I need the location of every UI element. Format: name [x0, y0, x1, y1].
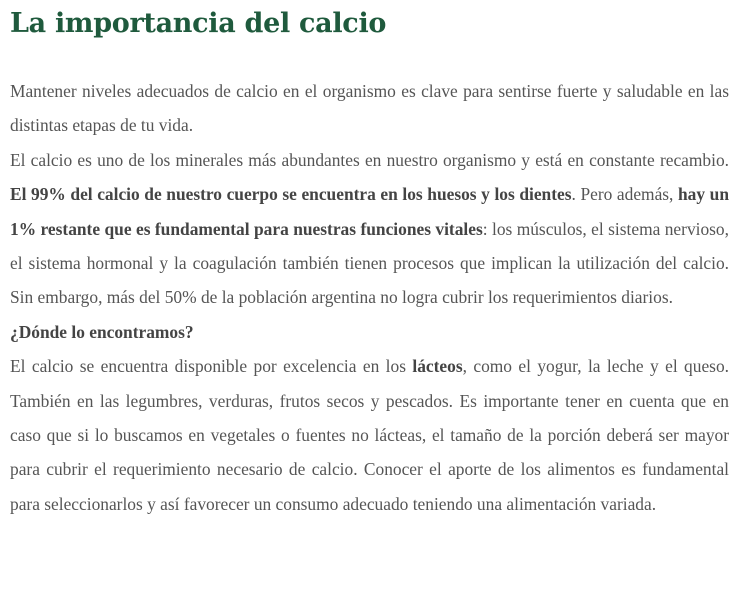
highlight-text: El 99% del calcio de nuestro cuerpo se encuentra en los huesos y los dientes	[10, 184, 572, 205]
calcium-info-paragraph	[10, 143, 729, 315]
sources-paragraph	[10, 349, 729, 521]
highlight-text: hay un 1% restante que es fundamental para nuestras funciones vitales	[10, 184, 729, 239]
paragraph-text: , como el yogur, la leche y el queso. También en las legumbres, verduras, frutos secos y pescados. Es importante tener en cuenta que en caso que si lo buscamos en vegetales o fuentes no lácteas, el tamaño de la porción deberá ser mayor para cubrir el requerimiento necesario de calcio. Conocer el aporte de los alimentos es fundamental para seleccionarlos y así favorecer un consumo adecuado teniendo una alimentación variada.	[10, 356, 729, 514]
page-title: La importancia del calcio	[10, 8, 387, 39]
article	[10, 0, 729, 521]
paragraph-text: El calcio se encuentra disponible por excelencia en los	[10, 356, 413, 377]
section-heading: ¿Dónde lo encontramos?	[10, 321, 194, 342]
paragraph-text: : los músculos, el sistema nervioso, el sistema hormonal y la coagulación también tienen procesos que implican la utilización del calcio. Sin embargo, más del 50% de la población argentina no logra cubrir los requerimientos diarios.	[10, 218, 729, 308]
paragraph-text: El calcio es uno de los minerales más abundantes en nuestro organismo y está en constante recambio.	[10, 149, 729, 170]
intro-paragraph: Mantener niveles adecuados de calcio en el organismo es clave para sentirse fuerte y saludable en las distintas etapas de tu vida.	[10, 81, 729, 136]
paragraph-text: . Pero además,	[571, 184, 678, 205]
article-body	[10, 74, 729, 521]
highlight-text: lácteos	[412, 356, 463, 377]
